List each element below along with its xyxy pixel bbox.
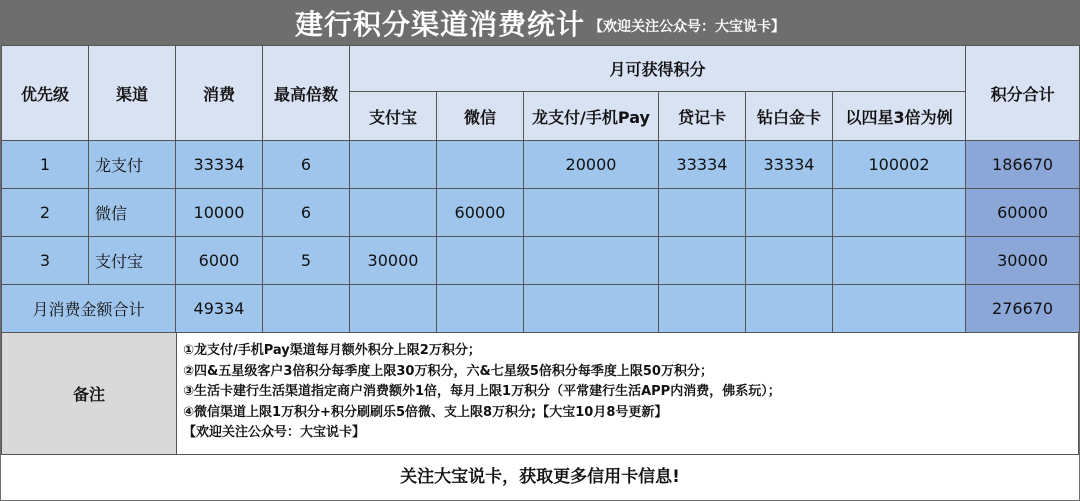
- cell-alipay: [350, 189, 437, 237]
- header-max-multiple: 最高倍数: [263, 46, 350, 141]
- cell-empty: [833, 285, 966, 333]
- cell-channel: 龙支付: [89, 141, 176, 189]
- note-line: ③生活卡建行生活渠道指定商户消费额外1倍，每月上限1万积分（平常建行生活APP内消费，佛系玩）；: [183, 384, 781, 399]
- header-spend: 消费: [176, 46, 263, 141]
- footer-banner: 关注大宝说卡，获取更多信用卡信息!: [1, 454, 1079, 494]
- cell-longpay: [524, 189, 659, 237]
- cell-wechat: 60000: [437, 189, 524, 237]
- cell-total: 30000: [966, 237, 1080, 285]
- notes-label: 备注: [2, 333, 177, 454]
- header-channel: 渠道: [89, 46, 176, 141]
- note-line: ②四&五星级客户3倍积分每季度上限30万积分，六&七星级5倍积分每季度上限50万积分；: [183, 363, 713, 379]
- cell-credit: 33334: [659, 141, 746, 189]
- table-row: [2, 141, 1080, 189]
- header-monthly-points: 月可获得积分: [350, 46, 966, 92]
- notes-body: [177, 333, 1078, 454]
- cell-spend: 6000: [176, 237, 263, 285]
- header-platinum: 钻白金卡: [746, 92, 833, 141]
- cell-empty: [263, 285, 350, 333]
- cell-credit: [659, 237, 746, 285]
- cell-channel: 支付宝: [89, 237, 176, 285]
- summary-total: 276670: [966, 285, 1080, 333]
- cell-empty: [350, 285, 437, 333]
- cell-platinum: [746, 237, 833, 285]
- header-credit-card: 贷记卡: [659, 92, 746, 141]
- cell-platinum: 33334: [746, 141, 833, 189]
- cell-empty: [437, 285, 524, 333]
- points-table: [1, 45, 1080, 333]
- cell-channel: 微信: [89, 189, 176, 237]
- cell-wechat: [437, 141, 524, 189]
- cell-four-star: [833, 237, 966, 285]
- cell-four-star: [833, 189, 966, 237]
- page-subtitle: 【欢迎关注公众号：大宝说卡】: [589, 19, 785, 35]
- note-line: ④微信渠道上限1万积分+积分刷刷乐5倍微、支上限8万积分;【大宝10月8号更新】: [183, 404, 668, 420]
- header-longpay: 龙支付/手机Pay: [524, 92, 659, 141]
- cell-spend: 10000: [176, 189, 263, 237]
- summary-label: 月消费金额合计: [2, 285, 176, 333]
- cell-longpay: 20000: [524, 141, 659, 189]
- note-line: 【欢迎关注公众号：大宝说卡】: [183, 425, 366, 440]
- table-row: [2, 237, 1080, 285]
- note-line: ①龙支付/手机Pay渠道每月额外积分上限2万积分；: [183, 343, 481, 358]
- cell-alipay: [350, 141, 437, 189]
- notes-section: [1, 333, 1079, 454]
- summary-row: [2, 285, 1080, 333]
- cell-spend: 33334: [176, 141, 263, 189]
- cell-priority: 2: [2, 189, 89, 237]
- header-four-star: 以四星3倍为例: [833, 92, 966, 141]
- header-priority: 优先级: [2, 46, 89, 141]
- cell-multiple: 5: [263, 237, 350, 285]
- title-bar: [1, 1, 1079, 45]
- cell-priority: 3: [2, 237, 89, 285]
- header-row-1: [2, 46, 1080, 92]
- cell-priority: 1: [2, 141, 89, 189]
- cell-wechat: [437, 237, 524, 285]
- cell-empty: [524, 285, 659, 333]
- header-alipay: 支付宝: [350, 92, 437, 141]
- cell-empty: [746, 285, 833, 333]
- cell-total: 60000: [966, 189, 1080, 237]
- cell-multiple: 6: [263, 141, 350, 189]
- page-title: 建行积分渠道消费统计: [294, 8, 585, 41]
- cell-longpay: [524, 237, 659, 285]
- cell-multiple: 6: [263, 189, 350, 237]
- summary-spend: 49334: [176, 285, 263, 333]
- cell-credit: [659, 189, 746, 237]
- table-row: [2, 189, 1080, 237]
- header-total: 积分合计: [966, 46, 1080, 141]
- cell-total: 186670: [966, 141, 1080, 189]
- header-wechat: 微信: [437, 92, 524, 141]
- cell-alipay: 30000: [350, 237, 437, 285]
- cell-empty: [659, 285, 746, 333]
- cell-platinum: [746, 189, 833, 237]
- cell-four-star: 100002: [833, 141, 966, 189]
